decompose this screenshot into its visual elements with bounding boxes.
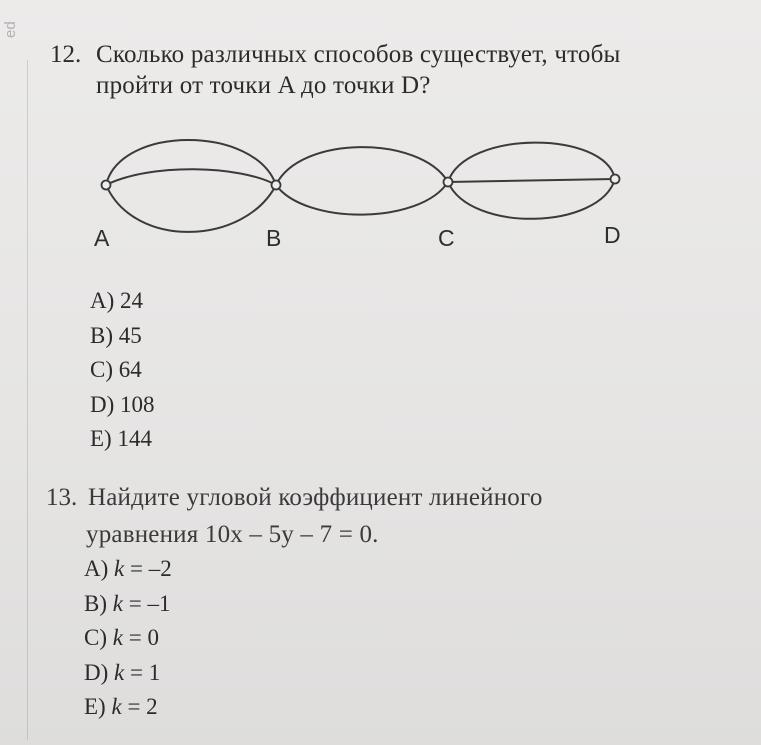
node-b: [272, 181, 281, 190]
option-letter: E): [84, 694, 106, 719]
option-value: 144: [117, 426, 152, 451]
question-12-options: [90, 284, 155, 457]
option-letter: D): [84, 659, 109, 685]
option-value: = 0: [122, 625, 159, 650]
option-variable: k: [111, 694, 122, 719]
option-value: 108: [120, 391, 155, 417]
route-c-d-lower: [448, 179, 615, 219]
question-12-number: 12.: [50, 41, 82, 68]
answer-option[interactable]: [84, 552, 172, 587]
option-letter: B): [84, 590, 107, 616]
answer-option[interactable]: [90, 388, 155, 423]
point-label-b: B: [266, 225, 282, 251]
option-letter: A): [90, 288, 115, 313]
question-12-text-line1: Сколько различных способов существует, чтобы: [96, 41, 621, 68]
option-variable: k: [112, 590, 123, 616]
route-a-b-upper: [106, 140, 276, 185]
question-13-number: 13.: [46, 484, 78, 511]
option-variable: k: [114, 556, 125, 581]
node-d: [611, 175, 620, 184]
question-13-text-line1: Найдите угловой коэффициент линейного: [88, 484, 543, 511]
option-variable: k: [114, 659, 125, 685]
node-c: [444, 178, 453, 187]
option-letter: C): [84, 625, 107, 650]
answer-option[interactable]: [84, 656, 172, 691]
answer-option[interactable]: [90, 422, 155, 457]
route-a-b-middle: [106, 169, 276, 185]
point-label-a: A: [94, 225, 110, 251]
option-value: 64: [118, 357, 142, 382]
point-label-c: C: [438, 225, 455, 251]
node-a: [102, 181, 111, 190]
option-value: 45: [118, 322, 142, 348]
question-13-text-line2: уравнения 10x – 5y – 7 = 0.: [86, 521, 379, 548]
option-letter: A): [84, 556, 109, 581]
corner-mark: ed: [2, 21, 19, 38]
route-c-d-middle: [448, 179, 615, 182]
option-value: = –2: [124, 556, 172, 581]
option-value: = 1: [124, 659, 161, 685]
option-letter: D): [90, 391, 115, 417]
answer-option[interactable]: [84, 621, 172, 656]
option-value: 24: [120, 288, 144, 313]
question-13-options: [84, 552, 172, 725]
route-b-c-upper: [276, 147, 448, 185]
answer-option[interactable]: [90, 353, 155, 388]
option-value: = –1: [122, 590, 171, 616]
answer-option[interactable]: [90, 284, 155, 319]
option-variable: k: [112, 625, 123, 650]
path-diagram: [80, 125, 660, 275]
point-label-d: D: [604, 222, 621, 248]
answer-option[interactable]: [84, 690, 172, 725]
option-letter: C): [90, 357, 113, 382]
answer-option[interactable]: [90, 319, 155, 354]
option-letter: B): [90, 322, 113, 348]
option-letter: E): [90, 426, 112, 451]
question-12-text-line2: пройти от точки A до точки D?: [96, 72, 431, 99]
margin-line: [27, 60, 28, 740]
route-a-b-lower: [106, 185, 276, 232]
route-b-c-lower: [276, 182, 448, 215]
option-value: = 2: [121, 694, 158, 719]
answer-option[interactable]: [84, 587, 172, 622]
route-c-d-upper: [448, 143, 615, 182]
